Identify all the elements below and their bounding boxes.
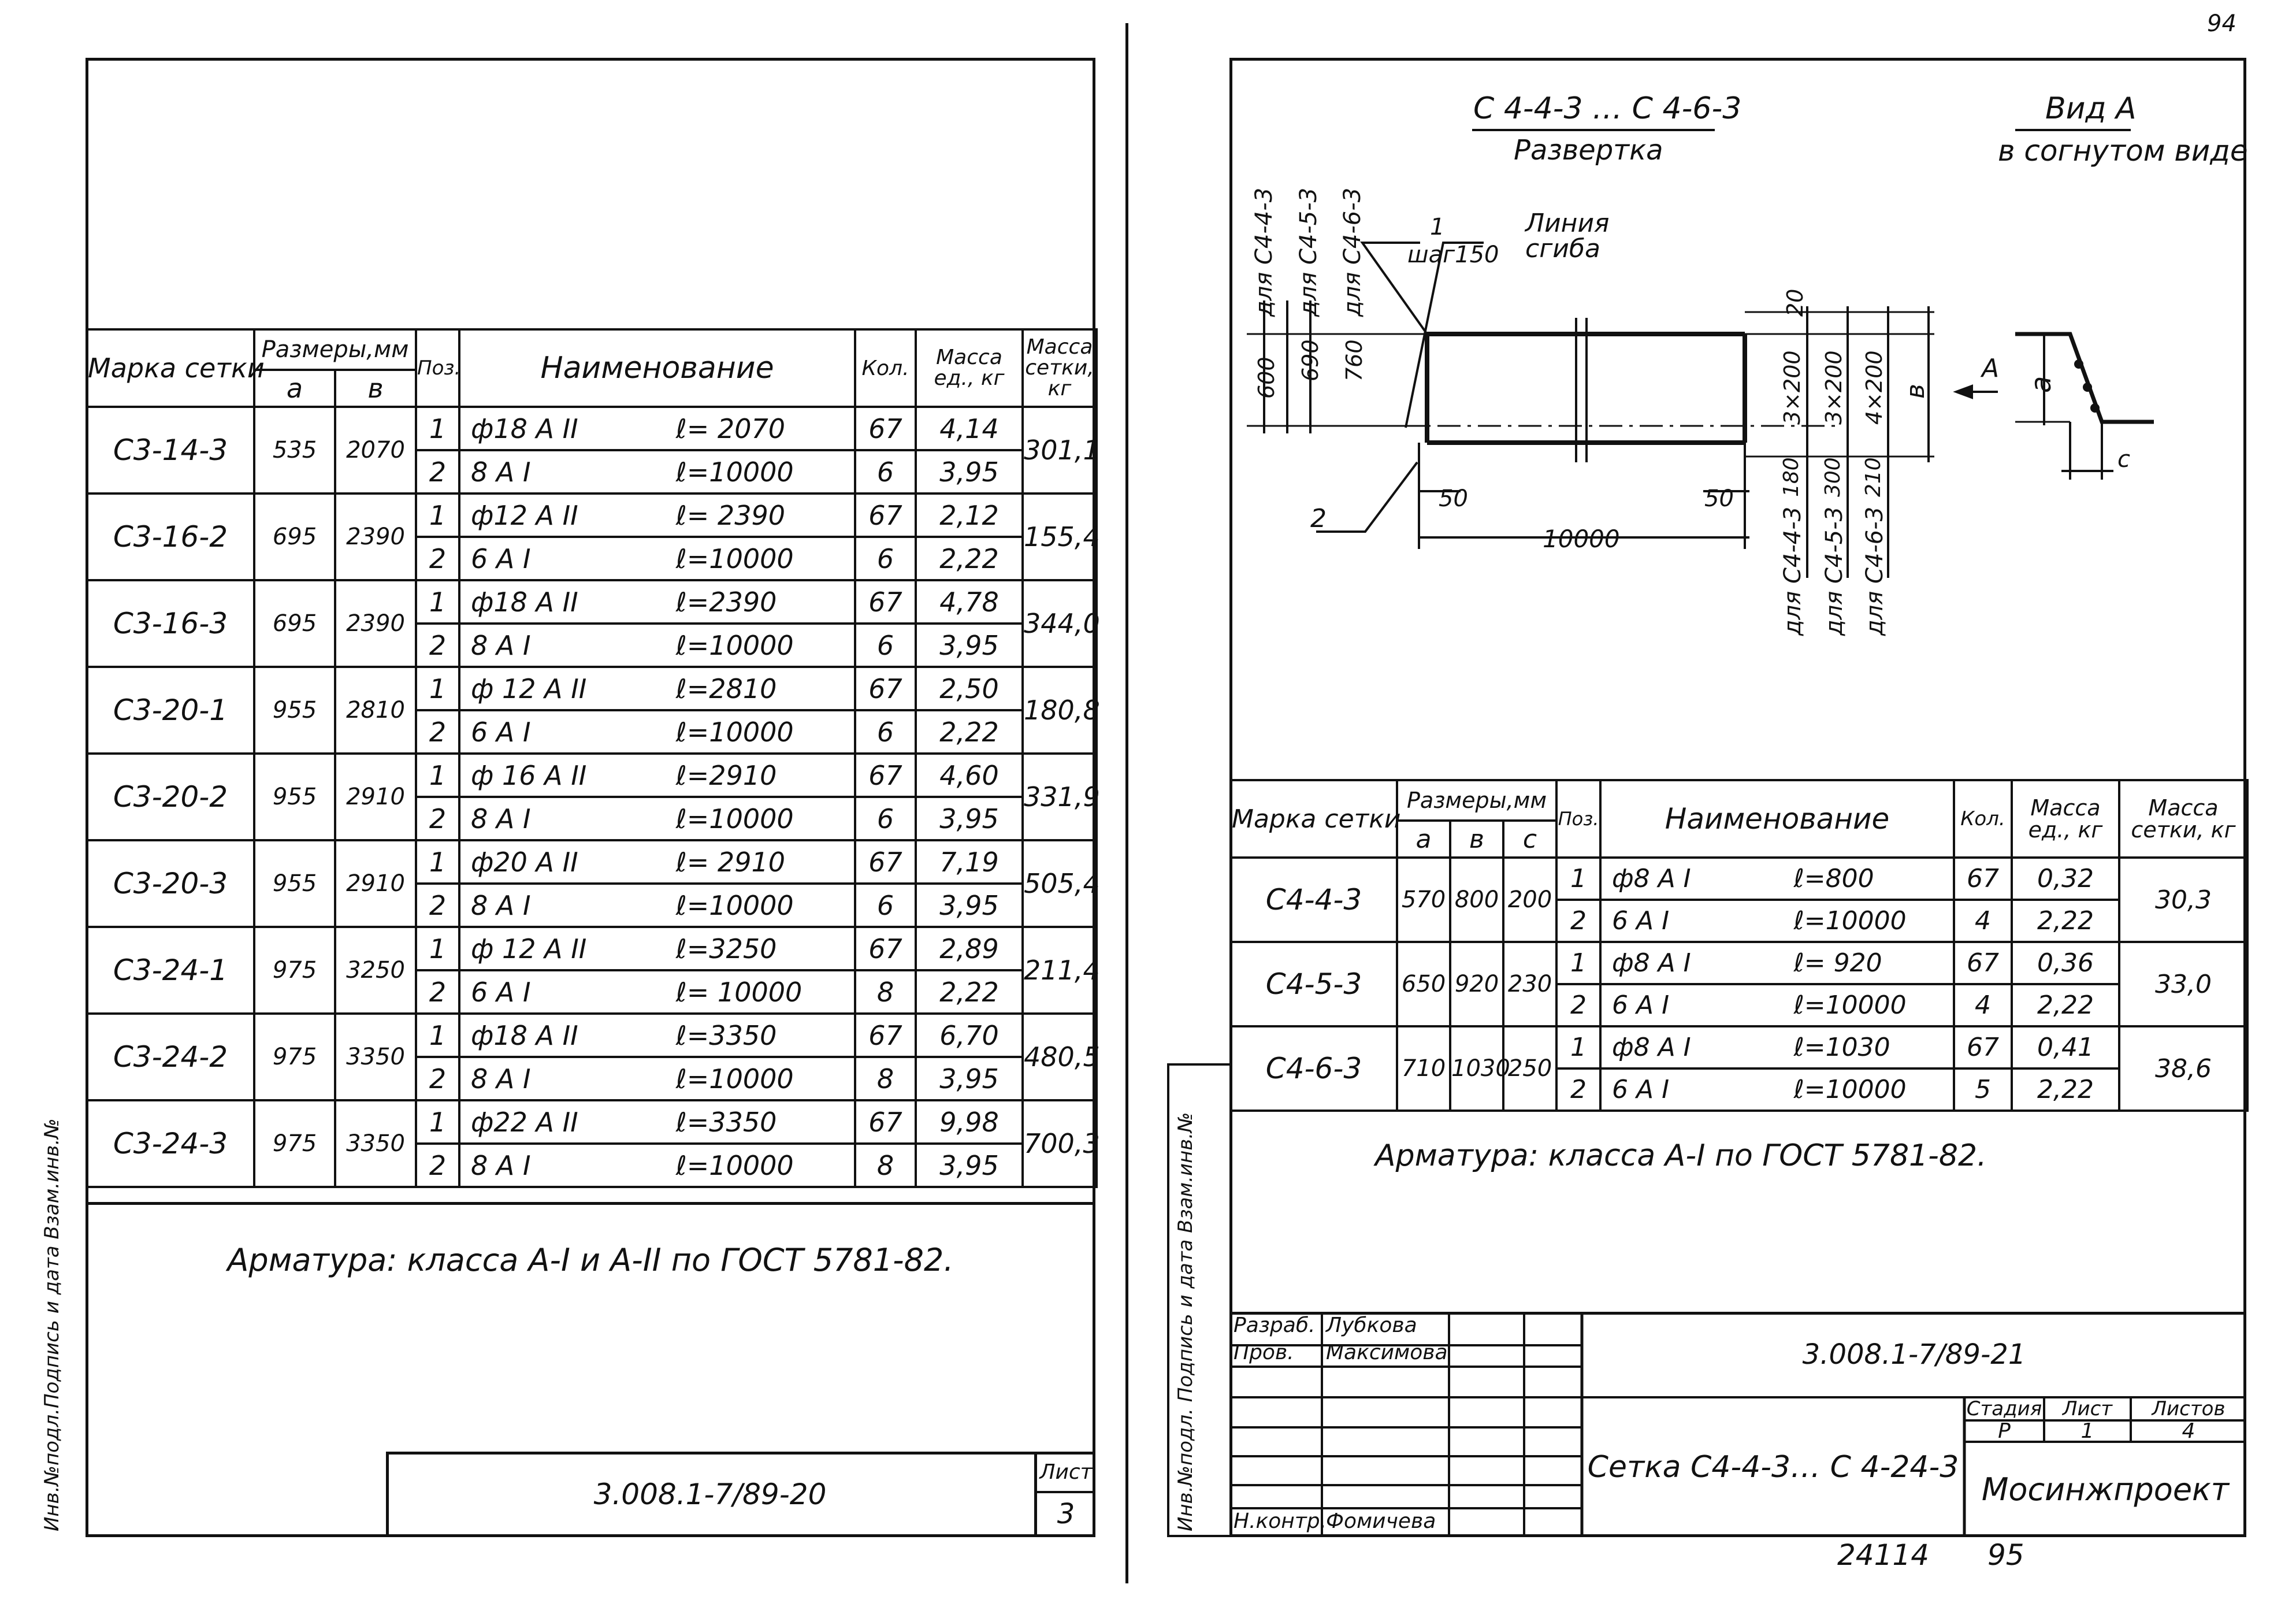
cell-qty: 67 — [1954, 942, 2012, 984]
r-header-unit-mass: Масса ед., кг — [2012, 780, 2119, 858]
cell-b: 2810 — [335, 667, 416, 754]
cell-a: 975 — [254, 1014, 335, 1100]
bar-length: ℓ=3350 — [675, 1106, 777, 1138]
cell-qty: 67 — [1954, 858, 2012, 900]
bar-diameter: 8 А I — [471, 1149, 531, 1181]
callout-2: 2 — [1310, 504, 1327, 533]
dim-bottom-right-3: 210 — [1862, 457, 1885, 497]
cell-qty: 6 — [855, 624, 916, 667]
cell-mark: С3-16-3 — [87, 580, 254, 667]
cell-qty: 8 — [855, 1144, 916, 1187]
bar-diameter: ф22 А II — [471, 1106, 578, 1138]
cell-mesh-mass: 180,8 — [1023, 667, 1097, 754]
bar-diameter: 8 А I — [471, 629, 531, 661]
cell-unit-mass: 4,78 — [916, 580, 1023, 624]
bar-diameter: 8 А I — [471, 456, 531, 488]
cell-b: 2390 — [335, 580, 416, 667]
tb-dev-name: Лубкова — [1326, 1314, 1417, 1337]
cell-unit-mass: 4,60 — [916, 754, 1023, 797]
tb-norm-label: Н.контр. — [1234, 1509, 1327, 1533]
cell-qty: 5 — [1954, 1068, 2012, 1111]
cell-pos: 1 — [416, 580, 459, 624]
left-doc-code: 3.008.1-7/89-20 — [593, 1478, 827, 1511]
cell-pos: 2 — [416, 970, 459, 1014]
archive-number: 24114 — [1837, 1538, 1930, 1572]
cell-pos: 2 — [416, 450, 459, 494]
cell-name — [459, 450, 855, 494]
bar-length: ℓ=3350 — [675, 1019, 777, 1051]
tb-sheets-label: Листов — [2152, 1397, 2226, 1420]
cell-name — [459, 1057, 855, 1100]
cell-mark: С3-20-3 — [87, 840, 254, 927]
header-b: в — [335, 370, 416, 407]
cell-pos: 2 — [416, 1057, 459, 1100]
cell-name — [459, 970, 855, 1014]
cell-unit-mass: 2,22 — [916, 970, 1023, 1014]
bar-length: ℓ=10000 — [675, 629, 794, 661]
for-left-3: для С4-6-3 — [1339, 187, 1366, 317]
cell-b: 3250 — [335, 927, 416, 1014]
bar-length: ℓ= 10000 — [675, 976, 803, 1008]
cell-pos: 1 — [416, 1014, 459, 1057]
cell-a: 570 — [1397, 858, 1450, 942]
cell-unit-mass: 2,22 — [2012, 984, 2119, 1026]
left-spec-table — [86, 328, 1098, 1188]
cell-mark: С3-24-2 — [87, 1014, 254, 1100]
table-row — [87, 1014, 1097, 1057]
cell-b: 2910 — [335, 840, 416, 927]
for-right-3: для С4-6-3 — [1862, 506, 1888, 636]
cell-unit-mass: 2,22 — [916, 710, 1023, 754]
header-a: a — [254, 370, 335, 407]
cell-mesh-mass: 505,4 — [1023, 840, 1097, 927]
cell-name — [459, 1100, 855, 1144]
for-left-1: для С4-4-3 — [1251, 187, 1277, 317]
cell-a: 975 — [254, 1100, 335, 1187]
cell-qty: 67 — [855, 927, 916, 970]
table-row — [87, 407, 1097, 450]
header-unit-mass: Масса ед., кг — [916, 329, 1023, 407]
r-header-c: с — [1503, 821, 1556, 858]
cell-qty: 4 — [1954, 984, 2012, 1026]
cell-qty: 67 — [1954, 1026, 2012, 1068]
bar-length: ℓ=10000 — [675, 1063, 794, 1094]
cell-b: 920 — [1450, 942, 1503, 1026]
cell-name — [459, 1144, 855, 1187]
right-margin-stamp: Инв.№подл. Подпись и дата Взам.инв.№ — [1174, 1112, 1197, 1531]
drawing-title: С 4-4-3 … С 4-6-3 — [1473, 91, 1742, 126]
cell-pos: 1 — [1556, 942, 1600, 984]
table-row — [87, 754, 1097, 797]
table-row — [87, 580, 1097, 624]
tb-doc-code: 3.008.1-7/89-21 — [1802, 1338, 2026, 1371]
fold-divider — [1125, 23, 1128, 1583]
cell-pos: 2 — [416, 624, 459, 667]
cell-qty: 6 — [855, 537, 916, 580]
cell-name — [1600, 942, 1954, 984]
tb-check-name: Максимова — [1326, 1341, 1448, 1364]
right-spec-table — [1229, 779, 2249, 1112]
cell-unit-mass: 2,50 — [916, 667, 1023, 710]
bar-diameter: ф8 А I — [1612, 948, 1691, 978]
bar-length: ℓ=2810 — [675, 673, 777, 704]
cell-mark: С3-24-1 — [87, 927, 254, 1014]
table-row — [1231, 1026, 2247, 1068]
dim-total: 10000 — [1543, 525, 1620, 553]
header-mesh-mass: Масса сетки, кг — [1023, 329, 1097, 407]
cell-qty: 8 — [855, 970, 916, 1014]
dim-a: а — [2025, 376, 2057, 393]
left-sheet-label: Лист — [1039, 1460, 1093, 1484]
height-left-2: 690 — [1298, 339, 1323, 381]
dim-right-1: 3×200 — [1779, 350, 1805, 425]
cell-qty: 6 — [855, 884, 916, 927]
cell-pos: 2 — [1556, 900, 1600, 942]
left-sheet-number: 3 — [1057, 1498, 1075, 1530]
dim-b: в — [1901, 384, 1930, 399]
cell-pos: 2 — [416, 710, 459, 754]
tb-dev-label: Разраб. — [1234, 1314, 1316, 1337]
cell-qty: 67 — [855, 580, 916, 624]
r-header-b: в — [1450, 821, 1503, 858]
cell-name — [459, 927, 855, 970]
bar-diameter: ф18 А II — [471, 413, 578, 444]
cell-unit-mass: 2,22 — [2012, 1068, 2119, 1111]
bar-length: ℓ=2390 — [675, 586, 777, 618]
bar-diameter: ф18 А II — [471, 1019, 578, 1051]
cell-qty: 8 — [855, 1057, 916, 1100]
cell-name — [459, 580, 855, 624]
cell-b: 2390 — [335, 494, 416, 580]
table-row — [87, 840, 1097, 884]
cell-pos: 1 — [1556, 1026, 1600, 1068]
for-right-2: для С4-5-3 — [1821, 506, 1848, 636]
bar-diameter: ф8 А I — [1612, 864, 1691, 893]
cell-qty: 67 — [855, 494, 916, 537]
cell-mesh-mass: 344,0 — [1023, 580, 1097, 667]
bar-length: ℓ=10000 — [675, 543, 794, 574]
arrow-A-label: А — [1982, 354, 2000, 383]
tb-stage: Р — [1998, 1419, 2011, 1443]
cell-mesh-mass: 301,1 — [1023, 407, 1097, 494]
dim-50-left: 50 — [1439, 485, 1468, 512]
cell-b: 3350 — [335, 1014, 416, 1100]
r-header-a: а — [1397, 821, 1450, 858]
cell-unit-mass: 3,95 — [916, 1144, 1023, 1187]
table-row — [87, 927, 1097, 970]
bar-length: ℓ= 2910 — [675, 846, 785, 878]
cell-pos: 1 — [416, 840, 459, 884]
cell-unit-mass: 0,36 — [2012, 942, 2119, 984]
cell-unit-mass: 3,95 — [916, 884, 1023, 927]
cell-name — [459, 1014, 855, 1057]
bar-length: ℓ=1030 — [1793, 1033, 1890, 1062]
cell-qty: 67 — [855, 407, 916, 450]
cell-b: 800 — [1450, 858, 1503, 942]
cell-qty: 6 — [855, 450, 916, 494]
view-title: Вид А — [2045, 91, 2137, 126]
r-header-pos: Поз. — [1556, 780, 1600, 858]
cell-mark: С3-20-1 — [87, 667, 254, 754]
cell-name — [1600, 1026, 1954, 1068]
cell-qty: 67 — [855, 840, 916, 884]
dim-bottom-right-1: 180 — [1779, 457, 1803, 497]
archive-page: 95 — [1987, 1538, 2024, 1572]
tb-sheet: 1 — [2080, 1419, 2094, 1443]
cell-a: 650 — [1397, 942, 1450, 1026]
callout-1: 1 — [1430, 214, 1445, 240]
cell-unit-mass: 2,12 — [916, 494, 1023, 537]
bar-diameter: 6 А I — [1612, 990, 1670, 1020]
bar-length: ℓ=10000 — [675, 716, 794, 748]
cell-mark: С3-16-2 — [87, 494, 254, 580]
cell-name — [459, 710, 855, 754]
dim-right-2: 3×200 — [1821, 350, 1847, 425]
cell-pos: 1 — [1556, 858, 1600, 900]
header-qty: Кол. — [855, 329, 916, 407]
header-mark: Марка сетки — [87, 329, 254, 407]
cell-pos: 1 — [416, 667, 459, 710]
cell-name — [459, 537, 855, 580]
cell-b: 3350 — [335, 1100, 416, 1187]
cell-a: 710 — [1397, 1026, 1450, 1111]
bar-diameter: ф 12 А II — [471, 933, 587, 964]
callout-1-step: шаг150 — [1407, 242, 1499, 268]
cell-name — [459, 754, 855, 797]
cell-mesh-mass: 700,3 — [1023, 1100, 1097, 1187]
cell-mark: С4-6-3 — [1231, 1026, 1397, 1111]
cell-mesh-mass: 211,4 — [1023, 927, 1097, 1014]
cell-pos: 1 — [416, 494, 459, 537]
cell-mark: С4-4-3 — [1231, 858, 1397, 942]
cell-unit-mass: 9,98 — [916, 1100, 1023, 1144]
table-row — [1231, 858, 2247, 900]
bar-diameter: ф 16 А II — [471, 759, 587, 791]
cell-mark: С4-5-3 — [1231, 942, 1397, 1026]
r-header-mark: Марка сетки — [1231, 780, 1397, 858]
cell-qty: 4 — [1954, 900, 2012, 942]
cell-pos: 2 — [416, 1144, 459, 1187]
bar-diameter: 6 А I — [471, 976, 531, 1008]
cell-qty: 6 — [855, 797, 916, 840]
height-left-1: 600 — [1254, 357, 1279, 399]
cell-pos: 1 — [416, 407, 459, 450]
cell-pos: 1 — [416, 1100, 459, 1144]
bar-length: ℓ=10000 — [675, 456, 794, 488]
cell-unit-mass: 2,89 — [916, 927, 1023, 970]
view-subtitle: в согнутом виде — [1998, 134, 2248, 168]
header-pos: Поз. — [416, 329, 459, 407]
cell-unit-mass: 0,41 — [2012, 1026, 2119, 1068]
bar-length: ℓ=800 — [1793, 864, 1874, 893]
bar-length: ℓ=10000 — [675, 1149, 794, 1181]
tb-sheets: 4 — [2182, 1419, 2195, 1443]
cell-name — [459, 840, 855, 884]
tb-check-label: Пров. — [1234, 1341, 1294, 1364]
cell-mark: С3-20-2 — [87, 754, 254, 840]
cell-b: 2070 — [335, 407, 416, 494]
cell-qty: 67 — [855, 1100, 916, 1144]
cell-name — [1600, 858, 1954, 900]
dim-bottom-right-2: 300 — [1821, 457, 1845, 497]
cell-c: 250 — [1503, 1026, 1556, 1111]
cell-unit-mass: 3,95 — [916, 1057, 1023, 1100]
cell-c: 200 — [1503, 858, 1556, 942]
cell-qty: 67 — [855, 1014, 916, 1057]
r-header-qty: Кол. — [1954, 780, 2012, 858]
bend-line-label: Линия сгиба — [1525, 209, 1610, 264]
bar-length: ℓ=10000 — [675, 803, 794, 834]
cell-unit-mass: 0,32 — [2012, 858, 2119, 900]
table-row — [1231, 942, 2247, 984]
cell-a: 955 — [254, 667, 335, 754]
bar-diameter: ф8 А I — [1612, 1033, 1691, 1062]
bar-length: ℓ= 2070 — [675, 413, 785, 444]
bar-diameter: 8 А I — [471, 1063, 531, 1094]
cell-pos: 1 — [416, 754, 459, 797]
cell-mark: С3-24-3 — [87, 1100, 254, 1187]
bar-length: ℓ= 920 — [1793, 948, 1882, 978]
cell-c: 230 — [1503, 942, 1556, 1026]
r-header-mesh-mass: Масса сетки, кг — [2119, 780, 2247, 858]
r-header-sizes: Размеры,мм — [1397, 780, 1556, 821]
table-row — [87, 1100, 1097, 1144]
cell-pos: 2 — [416, 884, 459, 927]
cell-b: 1030 — [1450, 1026, 1503, 1111]
cell-name — [459, 624, 855, 667]
cell-name — [1600, 900, 1954, 942]
tb-org: Мосинжпроект — [1981, 1471, 2230, 1508]
cell-mesh-mass: 38,6 — [2119, 1026, 2247, 1111]
cell-a: 695 — [254, 580, 335, 667]
bar-diameter: ф18 А II — [471, 586, 578, 618]
bar-length: ℓ=10000 — [1793, 906, 1907, 936]
cell-a: 975 — [254, 927, 335, 1014]
drawing-subtitle: Развертка — [1514, 134, 1663, 166]
left-note-divider — [86, 1202, 1095, 1205]
bar-length: ℓ=10000 — [1793, 1075, 1907, 1104]
bar-diameter: ф20 А II — [471, 846, 578, 878]
cell-unit-mass: 4,14 — [916, 407, 1023, 450]
bar-length: ℓ= 2390 — [675, 499, 785, 531]
cell-name — [1600, 984, 1954, 1026]
r-header-name: Наименование — [1600, 780, 1954, 858]
dim-c: с — [2117, 446, 2130, 473]
bar-diameter: 6 А I — [471, 716, 531, 748]
left-margin-stamp: Инв.№подл.Подпись и дата Взам.инв.№ — [40, 1118, 64, 1531]
bar-diameter: 6 А I — [471, 543, 531, 574]
cell-name — [459, 667, 855, 710]
cell-mesh-mass: 480,5 — [1023, 1014, 1097, 1100]
cell-pos: 1 — [416, 927, 459, 970]
height-left-3: 760 — [1342, 339, 1367, 381]
bar-diameter: ф12 А II — [471, 499, 578, 531]
cell-pos: 2 — [1556, 984, 1600, 1026]
dim-right-3: 4×200 — [1862, 350, 1887, 425]
cell-mesh-mass: 331,9 — [1023, 754, 1097, 840]
bar-length: ℓ=10000 — [675, 889, 794, 921]
bar-diameter: 8 А I — [471, 803, 531, 834]
right-note: Арматура: класса А-I по ГОСТ 5781-82. — [1375, 1138, 1987, 1173]
header-sizes: Размеры,мм — [254, 329, 416, 370]
table-row — [87, 667, 1097, 710]
bar-diameter: ф 12 А II — [471, 673, 587, 704]
bar-length: ℓ=10000 — [1793, 990, 1907, 1020]
for-right-1: для С4-4-3 — [1779, 506, 1806, 636]
bar-length: ℓ=3250 — [675, 933, 777, 964]
cell-qty: 67 — [855, 667, 916, 710]
for-left-2: для С4-5-3 — [1295, 187, 1322, 317]
header-name: Наименование — [459, 329, 855, 407]
cell-qty: 6 — [855, 710, 916, 754]
cell-a: 955 — [254, 840, 335, 927]
cell-mesh-mass: 155,4 — [1023, 494, 1097, 580]
cell-qty: 67 — [855, 754, 916, 797]
cell-a: 535 — [254, 407, 335, 494]
bar-diameter: 8 А I — [471, 889, 531, 921]
cell-name — [459, 407, 855, 450]
cell-a: 695 — [254, 494, 335, 580]
cell-name — [459, 884, 855, 927]
table-row — [87, 494, 1097, 537]
cell-name — [459, 494, 855, 537]
left-note: Арматура: класса А-I и А-II по ГОСТ 5781-82. — [227, 1241, 954, 1278]
tb-norm-name: Фомичева — [1326, 1509, 1436, 1533]
cell-mesh-mass: 30,3 — [2119, 858, 2247, 942]
dim-50-right: 50 — [1704, 485, 1734, 512]
cell-unit-mass: 7,19 — [916, 840, 1023, 884]
bar-diameter: 6 А I — [1612, 1075, 1670, 1104]
cell-unit-mass: 6,70 — [916, 1014, 1023, 1057]
bar-diameter: 6 А I — [1612, 906, 1670, 936]
cell-mark: С3-14-3 — [87, 407, 254, 494]
cell-name — [1600, 1068, 1954, 1111]
tb-sheet-label: Лист — [2062, 1397, 2113, 1420]
cell-unit-mass: 3,95 — [916, 797, 1023, 840]
cell-unit-mass: 2,22 — [916, 537, 1023, 580]
cell-a: 955 — [254, 754, 335, 840]
bar-length: ℓ=2910 — [675, 759, 777, 791]
cell-pos: 2 — [416, 537, 459, 580]
cell-pos: 2 — [1556, 1068, 1600, 1111]
cell-unit-mass: 3,95 — [916, 624, 1023, 667]
cell-unit-mass: 3,95 — [916, 450, 1023, 494]
cell-b: 2910 — [335, 754, 416, 840]
tb-title: Сетка С4-4-3… С 4-24-3 — [1587, 1450, 1959, 1485]
dim-20: 20 — [1782, 288, 1808, 317]
cell-name — [459, 797, 855, 840]
tb-stage-label: Стадия — [1966, 1397, 2042, 1420]
cell-unit-mass: 2,22 — [2012, 900, 2119, 942]
cell-pos: 2 — [416, 797, 459, 840]
page-number: 94 — [2207, 10, 2236, 37]
cell-mesh-mass: 33,0 — [2119, 942, 2247, 1026]
